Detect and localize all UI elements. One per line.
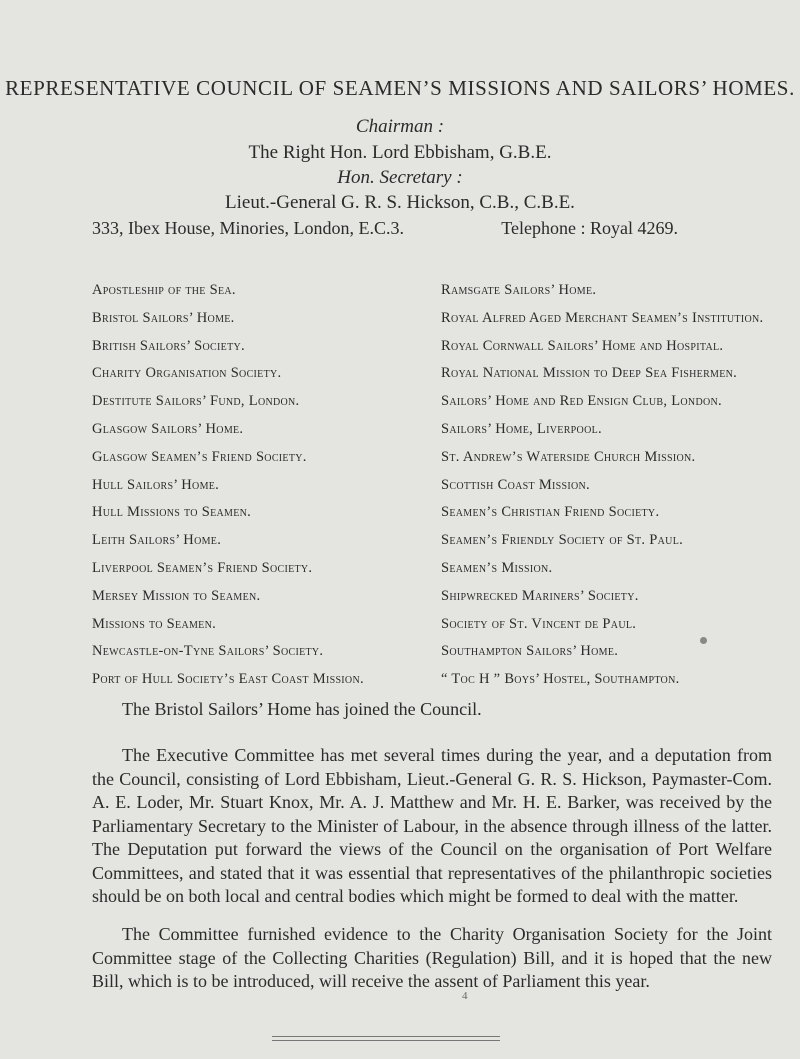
member-organisation: Bristol Sailors’ Home. [92,309,235,326]
chairman-label: Chairman : [355,116,445,137]
member-organisation: Liverpool Seamen’s Friend Society. [92,559,313,576]
member-organisation: Sailors’ Home, Liverpool. [441,420,602,437]
member-organisation: “ Toc H ” Boys’ Hostel, Southampton. [441,671,680,688]
member-organisation: Seamen’s Christian Friend Society. [441,504,660,521]
secretary-label: Hon. Secretary : [337,167,463,188]
secretary-name: Lieut.-General G. R. S. Hickson, C.B., C.B.E. [225,192,575,213]
member-organisation: Leith Sailors’ Home. [92,532,222,549]
member-organisation: Glasgow Sailors’ Home. [92,420,244,437]
member-organisation: Shipwrecked Mariners’ Society. [441,587,639,604]
member-organisation: Royal Alfred Aged Merchant Seamen’s Institution. [441,309,764,326]
member-organisation: Sailors’ Home and Red Ensign Club, London. [441,393,722,410]
member-organisation: Hull Missions to Seamen. [92,504,252,521]
member-list-right [441,277,796,694]
member-organisation: Hull Sailors’ Home. [92,476,220,493]
paragraph-joined-text: The Bristol Sailors’ Home has joined the Council. [122,699,482,719]
member-organisation: Society of St. Vincent de Paul. [441,615,637,632]
member-organisation: Scottish Coast Mission. [441,476,590,493]
member-organisation: Destitute Sailors’ Fund, London. [92,393,300,410]
member-organisation: Charity Organisation Society. [92,365,282,382]
page-mark: 4 [462,990,468,1002]
member-organisation: Missions to Seamen. [92,615,217,632]
member-organisation: Apostleship of the Sea. [92,282,236,298]
member-organisation: Seamen’s Mission. [441,559,553,576]
member-organisation: Seamen’s Friendly Society of St. Paul. [441,532,684,549]
member-organisation: British Sailors’ Society. [92,337,245,354]
member-organisation: St. Andrew’s Waterside Church Mission. [441,448,696,465]
paragraph-committee-text: The Committee furnished evidence to the Charity Organisation Society for the Joint Committee stage of the Collecting Charities (Regulation) Bill, and it is hoped that the new Bill, which is to be introduced, will receive the assent of Parliament this year. [92,924,772,991]
address: 333, Ibex House, Minories, London, E.C.3. [92,218,404,238]
ink-spot [700,637,707,644]
member-organisation: Glasgow Seamen’s Friend Society. [92,448,307,465]
member-organisation: Mersey Mission to Seamen. [92,587,261,604]
member-organisation: Port of Hull Society’s East Coast Mission. [92,671,364,688]
member-organisation: Newcastle-on-Tyne Sailors’ Society. [92,643,324,660]
member-organisation: Royal Cornwall Sailors’ Home and Hospital. [441,337,724,354]
paragraph-committee [92,923,772,994]
member-list-left [92,277,432,694]
paragraph-executive [92,744,772,909]
telephone: Telephone : Royal 4269. [501,218,678,238]
divider-rule [272,1036,500,1037]
paragraph-joined [92,698,772,722]
paragraph-executive-text: The Executive Committee has met several times during the year, and a deputation from the Council, consisting of Lord Ebbisham, Lieut.-General G. R. S. Hickson, Paymaster-Com. A. E. Loder, Mr. Stuart Knox, Mr. A. J. Matthew and Mr. H. E. Barker, was received by the Parliamentary Secretary to the Minister of Labour, in the absence through illness of the latter. The Deputation put forward the views of the Council on the organisation of Port Welfare Committees, and stated that it was essential that representatives of the philanthropic societies should be on both local and central bodies which might be formed to deal with the matter. [92,745,772,906]
divider-rule-secondary [272,1040,500,1041]
address-row [92,218,740,239]
chairman-name: The Right Hon. Lord Ebbisham, G.B.E. [248,142,552,163]
member-organisation: Royal National Mission to Deep Sea Fishermen. [441,365,738,382]
member-organisation: Ramsgate Sailors’ Home. [441,282,597,298]
member-organisation: Southampton Sailors’ Home. [441,643,619,660]
page-title: REPRESENTATIVE COUNCIL OF SEAMEN’S MISSIONS AND SAILORS’ HOMES. [5,76,795,100]
